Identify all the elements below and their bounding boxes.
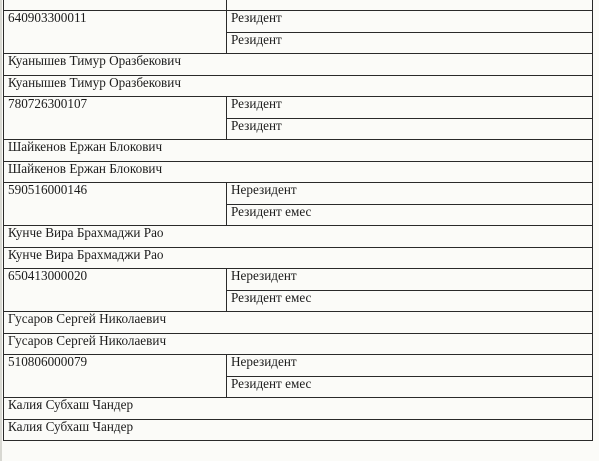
table-row bbox=[4, 97, 593, 119]
person-name-cell: Калия Субхаш Чандер bbox=[4, 398, 593, 420]
scan-edge-shadow bbox=[0, 0, 2, 461]
residency-status-cell: Резидент bbox=[227, 11, 593, 33]
table-row bbox=[4, 54, 593, 76]
table-row bbox=[4, 183, 593, 205]
table-row bbox=[4, 419, 593, 441]
person-name-cell-kz: Шайкенов Ержан Блокович bbox=[4, 161, 593, 183]
table-row bbox=[4, 161, 593, 183]
person-name-cell: Кунче Вира Брахмаджи Рао bbox=[4, 226, 593, 248]
iin-cell: 650413000020 bbox=[4, 269, 227, 312]
person-name-cell-kz: Куанышев Тимур Оразбекович bbox=[4, 75, 593, 97]
table-row bbox=[4, 75, 593, 97]
residency-status-cell-kz: Резидент bbox=[227, 118, 593, 140]
table-row bbox=[4, 247, 593, 269]
residency-status-cell: Нерезидент bbox=[227, 269, 593, 291]
person-name-cell-kz: Гусаров Сергей Николаевич bbox=[4, 333, 593, 355]
person-name-cell: Куанышев Тимур Оразбекович bbox=[4, 54, 593, 76]
table-row bbox=[4, 398, 593, 420]
iin-cell: 640903300011 bbox=[4, 11, 227, 54]
founders-table bbox=[3, 0, 593, 441]
residency-status-cell: Нерезидент bbox=[227, 183, 593, 205]
table-row bbox=[4, 11, 593, 33]
residency-status-cell-kz: Резидент емес bbox=[227, 290, 593, 312]
table-cell bbox=[4, 0, 227, 11]
table-cell bbox=[227, 0, 593, 11]
residency-status-cell-kz: Резидент емес bbox=[227, 204, 593, 226]
iin-cell: 780726300107 bbox=[4, 97, 227, 140]
residency-status-cell-kz: Резидент емес bbox=[227, 376, 593, 398]
table-row bbox=[4, 0, 593, 11]
table-row bbox=[4, 333, 593, 355]
residency-status-cell: Резидент bbox=[227, 97, 593, 119]
iin-cell: 510806000079 bbox=[4, 355, 227, 398]
person-name-cell-kz: Калия Субхаш Чандер bbox=[4, 419, 593, 441]
residency-status-cell-kz: Резидент bbox=[227, 32, 593, 54]
person-name-cell: Шайкенов Ержан Блокович bbox=[4, 140, 593, 162]
residency-status-cell: Нерезидент bbox=[227, 355, 593, 377]
iin-cell: 590516000146 bbox=[4, 183, 227, 226]
table-row bbox=[4, 269, 593, 291]
person-name-cell-kz: Кунче Вира Брахмаджи Рао bbox=[4, 247, 593, 269]
table-row bbox=[4, 226, 593, 248]
table-row bbox=[4, 355, 593, 377]
person-name-cell: Гусаров Сергей Николаевич bbox=[4, 312, 593, 334]
table-row bbox=[4, 140, 593, 162]
table-row bbox=[4, 312, 593, 334]
